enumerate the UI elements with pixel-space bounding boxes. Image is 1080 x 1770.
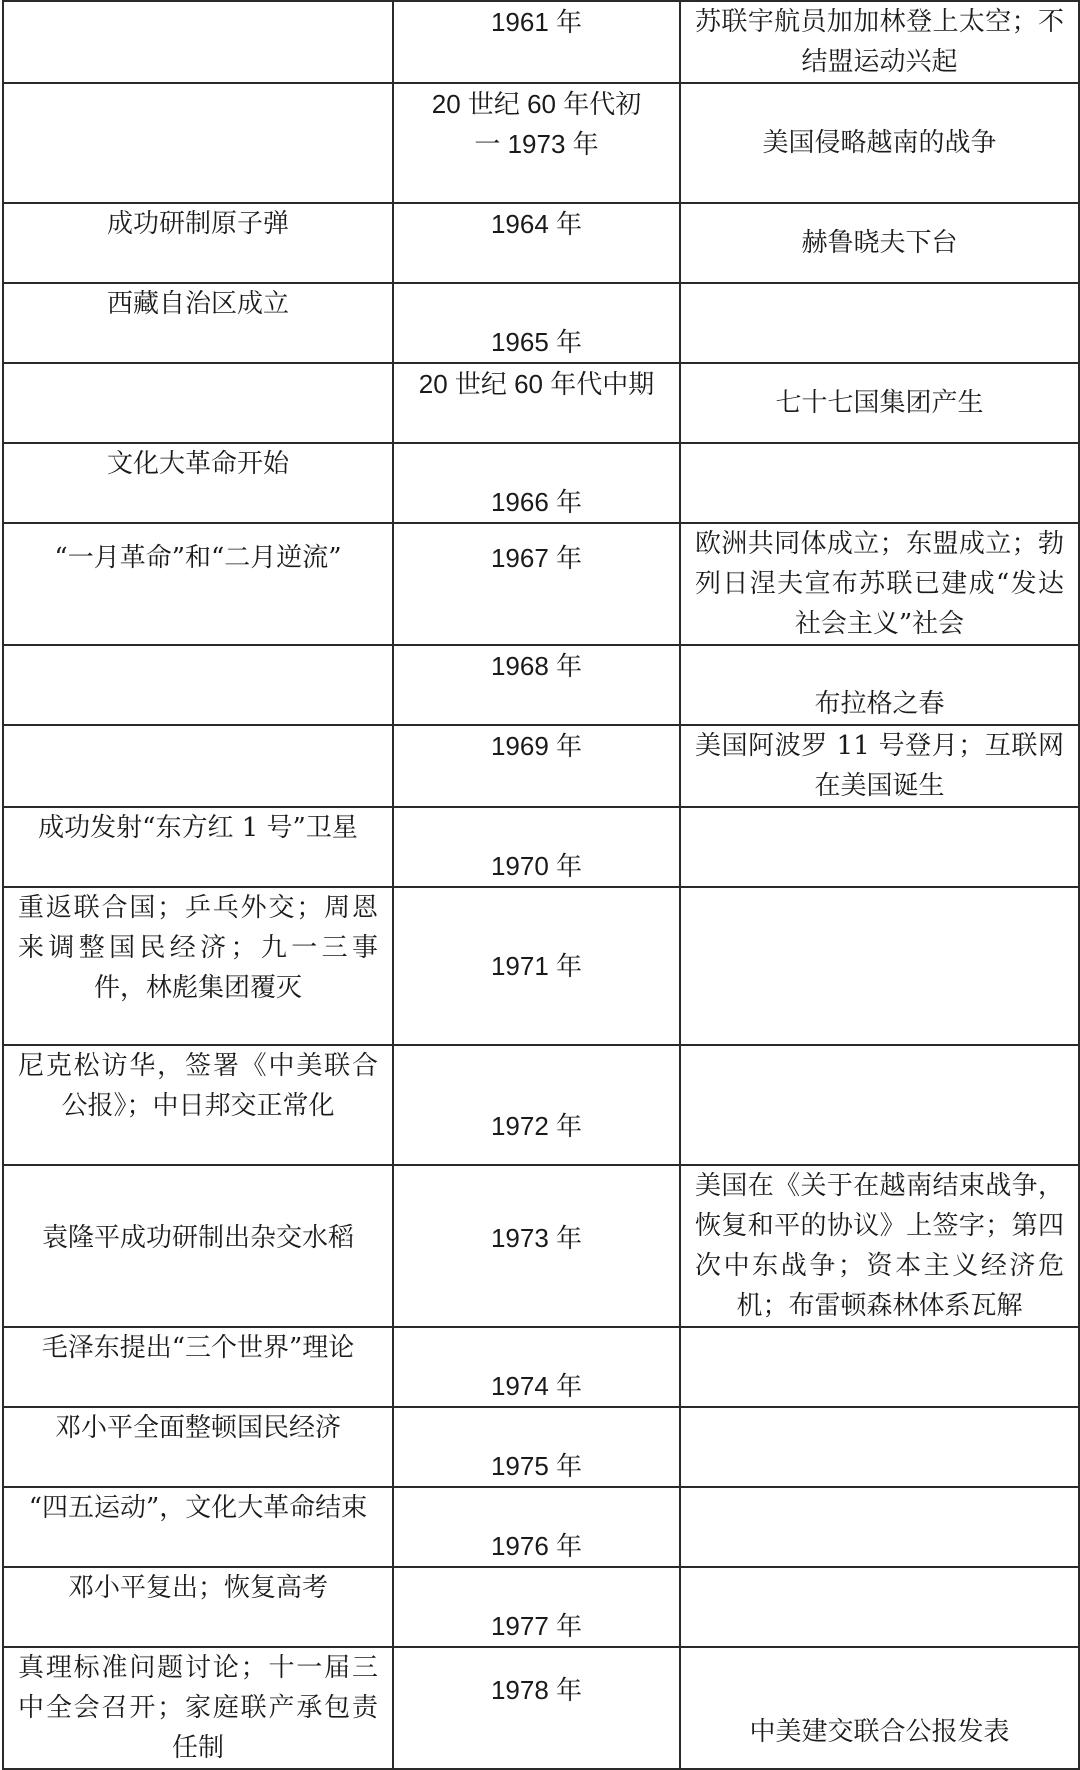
table-row <box>3 83 1079 203</box>
year-cell: 1965 年 <box>393 283 680 363</box>
china-event-cell <box>3 1 393 83</box>
year-cell: 1966 年 <box>393 443 680 523</box>
table-row <box>3 1327 1079 1407</box>
year-cell: 1967 年 <box>393 523 680 645</box>
table-row <box>3 203 1079 283</box>
year-cell: 1978 年 <box>393 1647 680 1769</box>
china-event-text: 重返联合国；乒乓外交；周恩来调整国民经济；九一三事件，林彪集团覆灭 <box>18 893 378 1003</box>
year-cell: 1969 年 <box>393 725 680 807</box>
year-cell: 1977 年 <box>393 1567 680 1647</box>
world-event-cell: 七十七国集团产生 <box>680 363 1079 443</box>
year-cell: 1973 年 <box>393 1165 680 1327</box>
year-cell: 20 世纪 60 年代中期 <box>393 363 680 443</box>
china-event-cell: 邓小平全面整顿国民经济 <box>3 1407 393 1487</box>
china-event-text: 尼克松访华，签署《中美联合公报》；中日邦交正常化 <box>18 1051 378 1121</box>
world-event-cell <box>680 725 1079 807</box>
table-row <box>3 807 1079 887</box>
world-event-cell <box>680 283 1079 363</box>
china-event-cell: “四五运动”，文化大革命结束 <box>3 1487 393 1567</box>
world-event-cell <box>680 523 1079 645</box>
table-row <box>3 1487 1079 1567</box>
china-event-cell <box>3 83 393 203</box>
china-event-cell: 成功研制原子弹 <box>3 203 393 283</box>
table-row <box>3 523 1079 645</box>
table-row <box>3 283 1079 363</box>
world-event-cell <box>680 443 1079 523</box>
china-event-cell <box>3 887 393 1045</box>
table-row <box>3 887 1079 1045</box>
world-event-text: 美国在《关于在越南结束战争，恢复和平的协议》上签字；第四次中东战争；资本主义经济危机；布雷顿森林体系瓦解 <box>695 1171 1064 1321</box>
year-cell: 1974 年 <box>393 1327 680 1407</box>
year-cell: 1964 年 <box>393 203 680 283</box>
world-event-cell: 中美建交联合公报发表 <box>680 1647 1079 1769</box>
china-event-cell <box>3 363 393 443</box>
world-event-text: 美国阿波罗 11 号登月；互联网在美国诞生 <box>695 731 1064 801</box>
table-row <box>3 645 1079 725</box>
year-cell: 1971 年 <box>393 887 680 1045</box>
china-event-cell: “一月革命”和“二月逆流” <box>3 523 393 645</box>
year-cell: 1970 年 <box>393 807 680 887</box>
world-event-text: 欧洲共同体成立；东盟成立；勃列日涅夫宣布苏联已建成“发达社会主义”社会 <box>695 529 1064 639</box>
china-event-cell: 袁隆平成功研制出杂交水稻 <box>3 1165 393 1327</box>
china-event-cell: 西藏自治区成立 <box>3 283 393 363</box>
table-row <box>3 725 1079 807</box>
china-event-cell: 成功发射“东方红 1 号”卫星 <box>3 807 393 887</box>
table-row <box>3 1647 1079 1769</box>
world-event-cell <box>680 1407 1079 1487</box>
year-cell: 1975 年 <box>393 1407 680 1487</box>
world-event-cell <box>680 1045 1079 1165</box>
world-event-cell <box>680 807 1079 887</box>
world-event-cell <box>680 1165 1079 1327</box>
world-event-cell: 美国侵略越南的战争 <box>680 83 1079 203</box>
china-event-cell <box>3 1647 393 1769</box>
china-event-text: 真理标准问题讨论；十一届三中全会召开；家庭联产承包责任制 <box>18 1653 378 1763</box>
world-event-cell <box>680 1 1079 83</box>
china-event-cell: 毛泽东提出“三个世界”理论 <box>3 1327 393 1407</box>
china-event-cell: 文化大革命开始 <box>3 443 393 523</box>
table-row <box>3 1165 1079 1327</box>
world-event-cell <box>680 1327 1079 1407</box>
table-row <box>3 443 1079 523</box>
year-cell: 1972 年 <box>393 1045 680 1165</box>
year-cell: 1968 年 <box>393 645 680 725</box>
china-event-cell <box>3 645 393 725</box>
year-cell: 1961 年 <box>393 1 680 83</box>
world-event-cell <box>680 1567 1079 1647</box>
table-row <box>3 1567 1079 1647</box>
year-cell: 1976 年 <box>393 1487 680 1567</box>
table-row <box>3 363 1079 443</box>
china-event-cell: 邓小平复出；恢复高考 <box>3 1567 393 1647</box>
chronology-table <box>2 0 1080 1770</box>
world-event-text: 苏联宇航员加加林登上太空；不结盟运动兴起 <box>695 7 1064 77</box>
table-row <box>3 1407 1079 1487</box>
china-event-cell <box>3 725 393 807</box>
world-event-cell <box>680 887 1079 1045</box>
china-event-cell <box>3 1045 393 1165</box>
table-row <box>3 1045 1079 1165</box>
world-event-cell: 赫鲁晓夫下台 <box>680 203 1079 283</box>
world-event-cell <box>680 1487 1079 1567</box>
year-cell: 20 世纪 60 年代初一 1973 年 <box>393 83 680 203</box>
world-event-cell: 布拉格之春 <box>680 645 1079 725</box>
table-row <box>3 1 1079 83</box>
